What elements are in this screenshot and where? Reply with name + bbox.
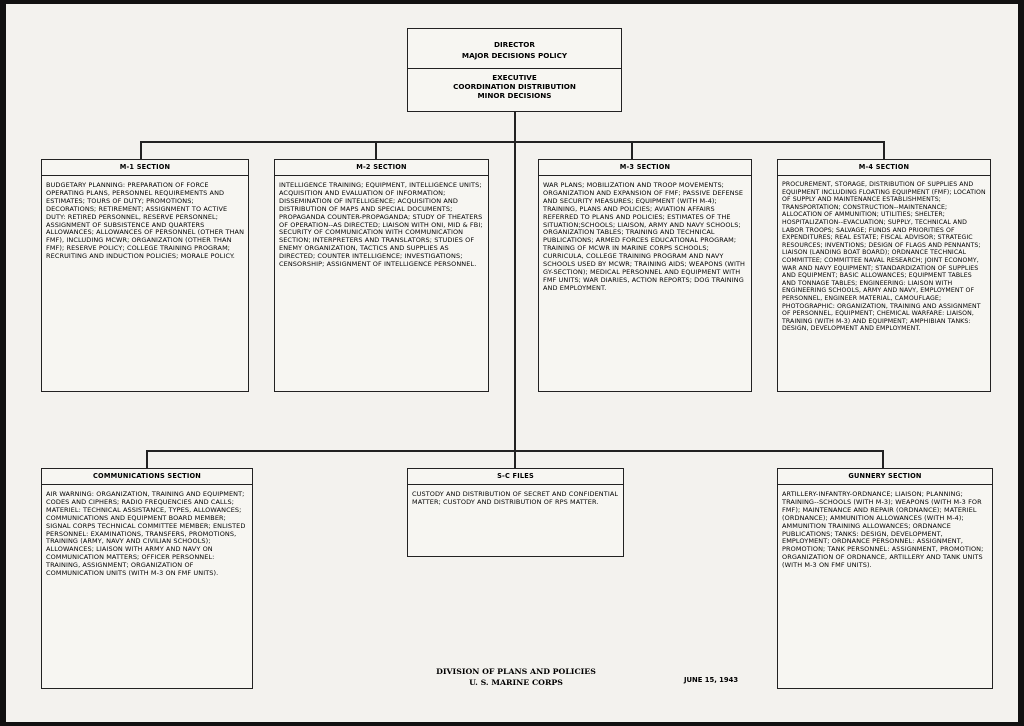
m1-section-box: [41, 159, 249, 392]
sc-files-box: [407, 468, 624, 557]
m1-section-title: M-1 SECTION: [42, 160, 248, 176]
org-chart-sheet: [6, 4, 1018, 722]
executive-line-minor: MINOR DECISIONS: [477, 91, 552, 100]
footer-division-name: DIVISION OF PLANS AND POLICIES: [436, 667, 596, 676]
sc-files-duties: CUSTODY AND DISTRIBUTION OF SECRET AND CONFIDENTIAL MATTER; CUSTODY AND DISTRIBUTION OF RPS MATTER.: [412, 490, 619, 506]
communications-section-box: [41, 468, 253, 689]
communications-section-duties: AIR WARNING: ORGANIZATION, TRAINING AND EQUIPMENT; CODES AND CIPHERS; RADIO FREQUENCIES AND CALLS; MATERIEL: TECHNICAL ASSISTANCE, TYPES, ALLOWANCES; COMMUNICATIONS AND EQUIPMENT BOARD MEMBER; SIGNAL CORPS TECHNICAL COMMITTEE MEMBER; ENLISTED PERSONNEL: EXAMINATIONS, TRANSFERS, PROMOTIONS, TRAINING (ARMY, NAVY AND CIVILIAN SCHOOLS); ALLOWANCES; LIAISON WITH ARMY AND NAVY ON COMMUNICATION MATTERS; OFFICER PERSONNEL: TRAINING, ASSIGNMENT; ORGANIZATION OF COMMUNICATION UNITS (WITH M-3 ON FMF UNITS).: [46, 490, 246, 578]
m2-section-title: M-2 SECTION: [275, 160, 488, 176]
m2-section-duties: INTELLIGENCE TRAINING; EQUIPMENT, INTELLIGENCE UNITS; ACQUISITION AND EVALUATION OF INFORMATION; DISSEMINATION OF INTELLIGENCE; ACQUISITION AND DISTRIBUTION OF MAPS AND SPECIAL DOCUMENTS; PROPAGANDA COUNTER-PROPAGANDA; STUDY OF THEATERS OF OPERATION--AS DIRECTED; LIAISON WITH ONI, MID & FBI; SECURITY OF COMMUNICATION WITH COMMUNICATION SECTION; INTERPRETERS AND TRANSLATORS; STUDIES OF ENEMY ORGANIZATION, TACTICS AND SUPPLIES AS DIRECTED; COUNTER INTELLIGENCE; INVESTIGATIONS; CENSORSHIP; ASSIGNMENT OF INTELLIGENCE PERSONNEL.: [279, 181, 483, 269]
connector-director-trunk: [514, 112, 516, 472]
m4-section-title: M-4 SECTION: [778, 160, 990, 176]
m4-section-box: [777, 159, 991, 392]
director-title: DIRECTOR: [494, 40, 535, 49]
m1-section-duties: BUDGETARY PLANNING: PREPARATION OF FORCE OPERATING PLANS, PERSONNEL REQUIREMENTS AND ESTIMATES; TOURS OF DUTY; PROMOTIONS; DECORATIONS; RETIREMENT; ASSIGNMENT TO ACTIVE DUTY: RETIRED PERSONNEL, RESERVE PERSONNEL; ASSIGNMENT OF SUBSISTENCE AND QUARTERS ALLOWANCES; ALLOWANCES OF PERSONNEL (OTHER THAN FMF), INCLUDING MCWR; ORGANIZATION (OTHER THAN FMF); RESERVE POLICY; COLLEGE TRAINING PROGRAM; RECRUITING AND INDUCTION POLICIES; MORALE POLICY.: [46, 181, 245, 261]
executive-line-coordination: COORDINATION DISTRIBUTION: [453, 82, 576, 91]
executive-title: EXECUTIVE: [492, 73, 537, 82]
connector-gunnery-drop: [882, 450, 884, 468]
director-box: [407, 28, 622, 112]
connector-m3-drop: [631, 141, 633, 159]
m3-section-duties: WAR PLANS; MOBILIZATION AND TROOP MOVEMENTS; ORGANIZATION AND EXPANSION OF FMF; PASSIVE DEFENSE AND SECURITY MEASURES; EQUIPMENT (WITH M-4); TRAINING, PLANS AND POLICIES; AVIATION AFFAIRS REFERRED TO PLANS AND POLICIES; ESTIMATES OF THE SITUATION;SCHOOLS; LIAISON, ARMY AND NAVY SCHOOLS; ORGANIZATION TABLES; TRAINING AND TECHNICAL PUBLICATIONS; ARMED FORCES EDUCATIONAL PROGRAM; TRAINING OF MCWR IN MARINE CORPS SCHOOLS; CURRICULA, COLLEGE TRAINING PROGRAM AND NAVY SCHOOLS USED BY MCWR; TRAINING AIDS; WEAPONS (WITH GY-SECTION); MEDICAL PERSONNEL AND EQUIPMENT WITH FMF UNITS; WAR DIARIES, ACTION REPORTS; DOG TRAINING AND EMPLOYMENT.: [543, 181, 746, 292]
footer-organization: U. S. MARINE CORPS: [469, 678, 563, 687]
gunnery-section-duties: ARTILLERY-INFANTRY-ORDNANCE; LIAISON; PLANNING; TRAINING--SCHOOLS (WITH M-3); WEAPONS (WITH M-3 FOR FMF); MAINTENANCE AND REPAIR (ORDNANCE); MATERIEL (ORDNANCE); AMMUNITION ALLOWANCES (WITH M-4); AMMUNITION TRAINING ALLOWANCES; ORDNANCE PUBLICATIONS; TANKS: DESIGN, DEVELOPMENT, EMPLOYMENT; ORDNANCE PERSONNEL: ASSIGNMENT, PROMOTION; TANK PERSONNEL: ASSIGNMENT, PROMOTION; ORGANIZATION OF ORDNANCE, ARTILLERY AND TANK UNITS (WITH M-3 ON FMF UNITS).: [782, 490, 984, 570]
communications-section-title: COMMUNICATIONS SECTION: [42, 469, 252, 485]
connector-m4-drop: [883, 141, 885, 159]
connector-comm-drop: [146, 450, 148, 468]
executive-block: [408, 69, 621, 100]
connector-top-bus: [140, 141, 883, 143]
m3-section-box: [538, 159, 752, 392]
m3-section-title: M-3 SECTION: [539, 160, 751, 176]
chart-date: JUNE 15, 1943: [684, 676, 739, 684]
director-header: [408, 29, 621, 69]
connector-m1-drop: [140, 141, 142, 159]
sc-files-title: S-C FILES: [408, 469, 623, 485]
m4-section-duties: PROCUREMENT, STORAGE, DISTRIBUTION OF SUPPLIES AND EQUIPMENT INCLUDING FLOATING EQUIPMENT (FMF); LOCATION OF SUPPLY AND MAINTENANCE ESTABLISHMENTS; TRANSPORTATION; CONSTRUCTION--MAINTENANCE; ALLOCATION OF AMMUNITION; UTILITIES; SHELTER; HOSPITALIZATION--EVACUATION; SUPPLY, TECHNICAL AND LABOR TROOPS; SALVAGE; FUNDS AND PRIORITIES OF EXPENDITURES; REAL ESTATE; FISCAL ADVISOR; STRATEGIC RESOURCES; INVENTIONS; DESIGN OF FLAGS AND PENNANTS; LIAISON (LANDING BOAT BOARD); ORDNANCE TECHNICAL COMMITTEE; COMMITTEE NAVAL RESEARCH; JOINT ECONOMY, WAR AND NAVY EQUIPMENT; STANDARDIZATION OF SUPPLIES AND EQUIPMENT; BASIC ALLOWANCES; EQUIPMENT TABLES AND TONNAGE TABLES; ENGINEERING: LIAISON WITH ENGINEERING SCHOOLS, ARMY AND NAVY, EMPLOYMENT OF PERSONNEL, ENGINEER MATERIAL, CAMOUFLAGE; PHOTOGRAPHIC: ORGANIZATION, TRAINING AND ASSIGNMENT OF PERSONNEL, EQUIPMENT; CHEMICAL WARFARE: LIAISON, TRAINING (WITH M-3) AND EQUIPMENT; AMPHIBIAN TANKS: DESIGN, DEVELOPMENT AND EMPLOYMENT.: [782, 181, 986, 333]
gunnery-section-box: [777, 468, 993, 689]
connector-m2-drop: [375, 141, 377, 159]
gunnery-section-title: GUNNERY SECTION: [778, 469, 992, 485]
connector-bottom-bus: [146, 450, 882, 452]
m2-section-box: [274, 159, 489, 392]
director-subtitle: MAJOR DECISIONS POLICY: [461, 51, 568, 60]
chart-footer-title: [396, 666, 636, 688]
